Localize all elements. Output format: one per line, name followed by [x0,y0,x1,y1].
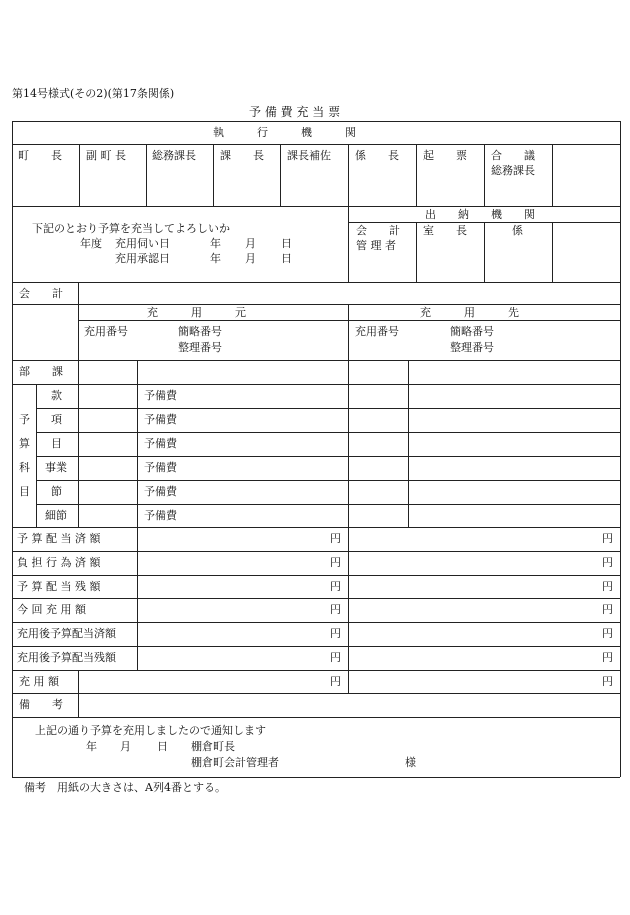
budget-row-label: 款 [51,389,62,402]
budget-subject-char: 予 [19,413,30,426]
accounting-label: 会 計 [19,287,63,300]
yen-unit: 円 [602,532,613,545]
budget-row-value: 予備費 [144,413,177,426]
destination-header: 充 用 先 [420,306,519,319]
notice-text: 上記の通り予算を充用しましたので通知します [35,724,266,737]
yen-unit: 円 [602,580,613,593]
dept-label: 部 課 [19,365,63,378]
amount-row-label: 充用後予算配当済額 [17,627,116,640]
budget-row-label: 事業 [45,461,67,474]
source-number-label: 充用番号 [84,325,128,338]
yen-unit: 円 [330,675,341,688]
treasury-header: 出 納 機 関 [425,208,535,221]
accountant-label: 会 計 [356,224,400,237]
applied-amount-label: 充 用 額 [19,675,59,688]
page-title: 予 備 費 充 当 票 [249,105,341,119]
notice-month: 月 [120,740,131,753]
amount-row-label: 今 回 充 用 額 [17,603,86,616]
amount-row-label: 予 算 配 当 残 額 [17,580,101,593]
cell-subsection-chief: 係 長 [355,149,399,162]
inquiry-month: 月 [245,237,256,250]
source-abbrev-label: 簡略番号 [178,325,222,338]
treasury-staff-label: 係 [512,224,523,237]
budget-row-value: 予備費 [144,461,177,474]
approval-date-label: 充用承認日 [115,252,170,265]
yen-unit: 円 [602,675,613,688]
approval-month: 月 [245,252,256,265]
yen-unit: 円 [602,651,613,664]
budget-row-value: 予備費 [144,389,177,402]
notice-accountant: 棚倉町会計管理者 [191,756,279,769]
office-chief-label: 室 長 [423,224,467,237]
yen-unit: 円 [602,627,613,640]
budget-subject-char: 算 [19,437,30,450]
cell-consultation-sub: 総務課長 [491,164,535,177]
notice-year: 年 [86,740,97,753]
cell-deputy-mayor: 副 町 長 [86,149,126,162]
budget-row-label: 節 [51,485,62,498]
amount-row-label: 充用後予算配当残額 [17,651,116,664]
budget-row-value: 予備費 [144,437,177,450]
accountant-label-2: 管 理 者 [356,239,396,252]
cell-mayor: 町 長 [18,149,62,162]
budget-row-label: 目 [51,437,62,450]
budget-row-value: 予備費 [144,509,177,522]
cell-drafter: 起 票 [423,149,467,162]
yen-unit: 円 [330,532,341,545]
budget-subject-char: 科 [19,461,30,474]
budget-row-value: 予備費 [144,485,177,498]
inquiry-day: 日 [281,237,292,250]
notice-honorific: 様 [405,756,416,769]
approval-year: 年 [210,252,221,265]
destination-ref-label: 整理番号 [450,341,494,354]
remarks-label: 備 考 [19,698,63,711]
cell-consultation: 合 議 [491,149,535,162]
yen-unit: 円 [330,651,341,664]
executive-header: 執 行 機 関 [213,126,356,139]
cell-assistant-chief: 課長補佐 [287,149,331,162]
fiscal-year-label: 年度 [80,237,102,250]
budget-row-label: 細節 [45,509,67,522]
notice-mayor: 棚倉町長 [191,740,235,753]
yen-unit: 円 [602,556,613,569]
source-header: 充 用 元 [147,306,246,319]
yen-unit: 円 [330,580,341,593]
cell-section-chief: 課 長 [220,149,264,162]
budget-row-label: 項 [51,413,62,426]
yen-unit: 円 [602,603,613,616]
notice-day: 日 [157,740,168,753]
form-number: 第14号様式(その2)(第17条関係) [12,87,175,100]
request-text: 下記のとおり予算を充当してよろしいか [32,222,230,235]
inquiry-date-label: 充用伺い日 [115,237,170,250]
footer-note: 備考 用紙の大きさは、A列4番とする。 [24,781,226,794]
yen-unit: 円 [330,627,341,640]
amount-row-label: 負 担 行 為 済 額 [17,556,101,569]
yen-unit: 円 [330,556,341,569]
cell-general-affairs-chief: 総務課長 [152,149,196,162]
inquiry-year: 年 [210,237,221,250]
source-ref-label: 整理番号 [178,341,222,354]
amount-row-label: 予 算 配 当 済 額 [17,532,101,545]
destination-abbrev-label: 簡略番号 [450,325,494,338]
destination-number-label: 充用番号 [355,325,399,338]
yen-unit: 円 [330,603,341,616]
budget-subject-char: 目 [19,485,30,498]
approval-day: 日 [281,252,292,265]
